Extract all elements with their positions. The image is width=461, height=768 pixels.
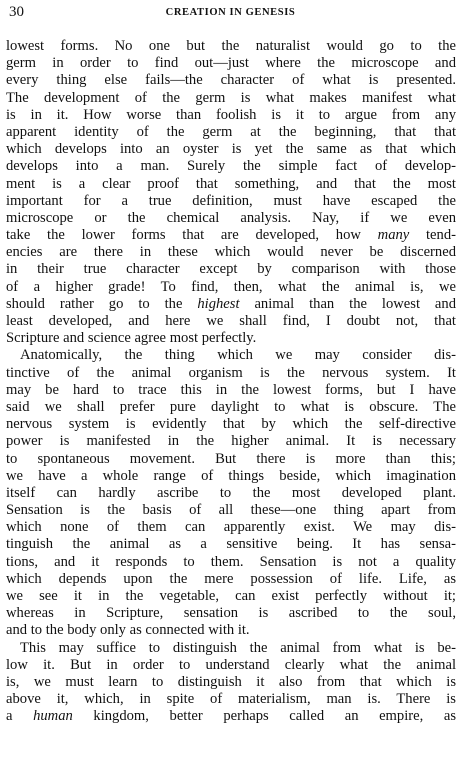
text-line: we have a whole range of things beside, which imagination [6,467,456,484]
text-segment: tend- [409,227,456,244]
text-line: may be hard to trace this in the lowest forms, but I have [6,381,456,398]
text-line: which none of them can apparently exist. We may dis- [6,519,456,536]
text-line: tions, and it responds to them. Sensation is not a quality [6,553,456,570]
text-line: and to the body only as connected with it. [6,622,250,639]
text-line: is in it. How worse than foolish is it to argue from any [6,106,456,123]
text-line: which depends upon the mere possession of life. Life, as [6,570,456,587]
italic-emphasis: human [33,708,73,725]
text-line: we see it in the vegetable, can exist perfectly without it; [6,588,456,604]
text-line: which develops into an oyster is yet the same as that which [6,141,456,158]
text-line: encies are there in these which would never be discerned [6,244,456,261]
text-line: important for a true definition, must have escaped the [6,192,456,209]
text-line: said we shall prefer pure daylight to what is obscure. The [6,398,456,415]
text-line: nervous system is evidently that by which the self-directive [6,416,456,433]
text-line: apparent identity of the germ at the beginning, that that [6,123,456,140]
text-line: germ in order to find out—just where the microscope and [6,55,456,72]
text-line: every thing else fails—the character of what is presented. [6,72,456,89]
body-text [6,38,456,726]
text-line: tinctive of the animal organism is the nervous system. It [6,364,456,381]
text-line: Anatomically, the thing which we may consider dis- [20,347,456,364]
text-line: Scripture and science agree most perfectly. [6,330,257,347]
text-line: This may suffice to distinguish the animal from what is be- [20,639,456,656]
text-line: to spontaneous movement. But there is more than this; [6,450,456,467]
text-segment: take the lower forms that are developed, how [6,227,378,244]
text-line: ment is a clear proof that something, and that the most [6,175,456,192]
italic-emphasis: many [377,227,410,244]
text-line: tinguish the animal as a sensitive being. It has sensa- [6,536,456,553]
text-segment: kingdom, better perhaps called an empire, as [72,708,456,725]
text-line: of a higher grade! To find, then, what the animal is, we [6,278,456,295]
text-line: in their true character except by comparison with those [6,261,456,278]
text-line: lowest forms. No one but the naturalist would go to the [6,38,456,54]
running-head [0,4,461,26]
text-line: above it, which, in spite of materialism, man is. There is [6,691,456,708]
text-line: The development of the germ is what makes manifest what [6,89,456,106]
page-number: 30 [9,4,24,20]
text-line [6,708,456,725]
text-line: microscope or the chemical analysis. Nay, if we even [6,209,456,226]
text-line: is, we must learn to distinguish it also from that which is [6,673,456,690]
text-segment: should rather go to the [6,295,198,312]
text-line: low it. But in order to understand clearly what the animal [6,656,456,673]
text-line: itself can hardly ascribe to the most developed plant. [6,484,456,501]
text-line: least developed, and here we shall find, I doubt not, that [6,313,456,329]
text-line [6,227,456,244]
text-segment: animal than the lowest and [239,295,456,312]
text-line: develops into a man. Surely the simple fact of develop- [6,158,456,175]
text-segment: a [6,708,34,725]
text-line: power is manifested in the higher animal. It is necessary [6,433,456,450]
text-line [6,296,456,313]
italic-emphasis: highest [197,295,240,312]
text-line: Sensation is the basis of all these—one thing apart from [6,502,456,519]
running-title: CREATION IN GENESIS [165,7,296,18]
text-line: whereas in Scripture, sensation is ascribed to the soul, [6,605,456,622]
